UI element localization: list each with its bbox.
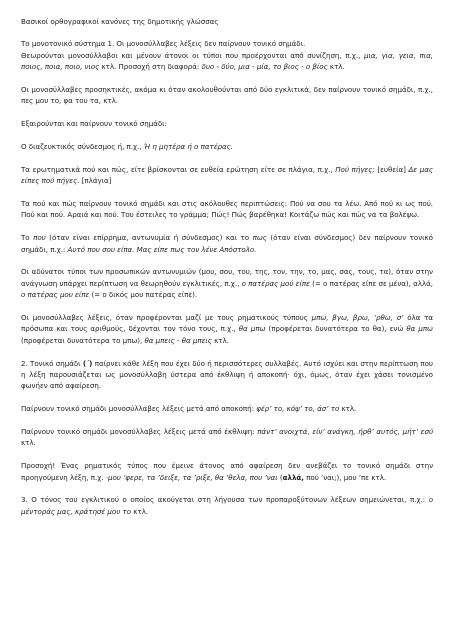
paragraph-text: (όταν είναι επίρρημα, αντωνυμία ή σύνδεσμος) και το	[45, 233, 253, 243]
paragraph-text: Προσοχή! Ένας ρηματικός τύπος που έμεινε άτονος από αφαίρεση δεν ανεβάζει το τονικό σημάδι στην προηγούμενη λέξη, π.χ.	[21, 461, 433, 482]
paragraph-text: όλα τα πρόσωπα και τους αριθμούς, δέχονται τον τόνο τους, π.χ.,	[21, 313, 433, 334]
paragraph-weak-pronouns	[21, 266, 433, 300]
accent-mark: (΄)	[82, 358, 93, 368]
paragraph-text: (προφέρεται δυνατότερα το θα), ενώ	[265, 324, 407, 334]
paragraph-monotonic-rule	[21, 38, 433, 72]
example-text: που	[33, 233, 46, 243]
paragraph-interrogatives	[21, 164, 433, 187]
example-text: θα μπω	[238, 324, 266, 334]
paragraph-text: Οι αδύνατοι τύποι των προσωπικών αντωνυμιών (μου, σου, του, της, τον, την, το, μας, σας, τους, τα), όταν στην ανάγνωση υπάρχει περίπτωση να θεωρηθούν εγκλιτικές, π.χ.,	[21, 267, 433, 288]
example-text: θα μπω	[406, 324, 433, 334]
paragraph-verbal-forms	[21, 312, 433, 346]
paragraph-text: (προφέρεται δυνατότερα το μπω),	[21, 335, 145, 345]
document-title: Βασικοί ορθογραφικοί κανόνες της δημοτικής γλώσσας	[21, 17, 219, 26]
emphasis-text: αλλά,	[282, 472, 304, 482]
paragraph-rule-three	[21, 494, 433, 517]
example-text: πάντ’ ανοιχτά, είν’ ανάγκη, ήρθ’ αυτός, μήτ’ εσύ	[257, 427, 434, 437]
paragraph-text: κτλ.	[21, 438, 36, 448]
example-text: Ή η μητέρα ή ο πατέρας.	[143, 142, 234, 152]
example-text: ο πατέρας μου είπε	[21, 290, 90, 300]
paragraph-text: (= ο δικός μου πατέρας είπε).	[89, 290, 198, 300]
example-text: Πού πήγες;	[335, 164, 375, 174]
example-text: πως	[252, 233, 267, 243]
paragraph-text: κτλ.	[211, 335, 229, 345]
paragraph-elision	[21, 426, 433, 449]
paragraph-text: (όταν είναι σύνδεσμος) δεν παίρνουν τονικό σημάδι, π.χ.:	[21, 233, 433, 254]
paragraph-text: [πλάγια]	[79, 176, 112, 186]
paragraph-rule-two	[21, 358, 433, 392]
paragraph-apocope	[21, 403, 433, 414]
paragraph-text: Το μονοτονικό σύστημα 1. Οι μονοσύλλαβες λέξεις δεν παίρνουν τονικό σημάδι.	[21, 39, 306, 49]
paragraph-exceptions-intro: Εξαιρούνται και παίρνουν τονικό σημάδι:	[21, 119, 167, 129]
paragraph-text: Παίρνουν τονικό σημάδι μονοσύλλαβες λέξεις μετά από αποκοπή:	[21, 404, 257, 414]
paragraph-text: Οι μονοσύλλαβες λέξεις, όταν προφέρονται μαζί με τους ρηματικούς τύπους	[21, 313, 312, 323]
example-text: ο μέντοράς μας, κράτησέ μου το	[21, 495, 433, 516]
example-text: μια, για, γεια, πια, ποιος, ποια, ποιο, νιος	[21, 50, 433, 72]
paragraph-text: κτλ. Προσοχή στη διαφορά:	[99, 62, 202, 72]
paragraph-text: κτλ.	[327, 62, 345, 72]
paragraph-text: Παίρνουν τονικό σημάδι μονοσύλλαβες λέξεις μετά από έκθλιψη:	[21, 427, 258, 437]
paragraph-text: (	[277, 472, 283, 482]
paragraph-text: Ο διαζευκτικός σύνδεσμος ή, π.χ.,	[21, 142, 144, 152]
example-text: θα μπεις - θα μπεις	[144, 335, 212, 345]
paragraph-unaccented-pou-pos	[21, 232, 433, 255]
example-text: μπω, βγω, βρω, ’ρθω, σ’	[311, 313, 404, 323]
paragraph-pou-pos-cases: Τα πού και πώς παίρνουν τονικό σημάδι και στις ακόλουθες περιπτώσεις: Πού να σου τα λέω. Από πού κι ως πού. Πού και πού. Αραιά και πού. Του έστειλες το γράμμα; Πώς! Πώς βαρέθηκα! Κοιτάζω πώς και πώς να τα βολέψω.	[21, 199, 433, 220]
example-text: φέρ’ το, κόψ’ το, άσ’ το	[256, 404, 340, 414]
example-text: Αυτό που σου είπα. Μας είπε πως τον λένε Απόστολο.	[67, 244, 257, 254]
paragraph-text: παίρνει κάθε λέξη που έχει δύο ή περισσότερες συλλαβές. Αυτό ισχύει και στην περίπτωση που η λέξη παρουσιάζεται ως μονοσύλλαβη ύστερα από έκθλιψη ή αποκοπή· όχι, όμως, όταν έχει χάσει τονισμένο φωνήεν από αφαίρεση.	[21, 358, 433, 391]
paragraph-text: κτλ.	[339, 404, 357, 414]
paragraph-text: κτλ.	[131, 506, 149, 516]
paragraph-text: πού ’ναι;), μου ’πε κτλ.	[303, 472, 387, 482]
paragraph-text: Το	[21, 233, 34, 243]
paragraph-text: 2. Τονικό σημάδι	[21, 358, 83, 368]
paragraph-disjunctive	[21, 141, 433, 152]
paragraph-text: Θεωρούνται μονοσύλλαβοι και μένουν άτονοι οι τύποι που προέρχονται από συνίζηση, π.χ.,	[21, 50, 365, 60]
example-text: ·μου ’φερε, τα ’δειξε, τα ’ριξε, θα ’θελα, που ’ναι	[105, 472, 278, 482]
example-text: Δε μας είπες πού πήγες.	[21, 164, 433, 186]
example-text: ο πατέρας μού είπε	[241, 278, 310, 288]
paragraph-text: 3. Ο τόνος του εγκλιτικού ο οποίος ακούγεται στη λήγουσα των προπαροξύτονων λέξεων σημειώνεται, π.χ.:	[21, 495, 429, 505]
paragraph-attention	[21, 460, 433, 483]
paragraph-proclitics: Οι μονοσύλλαβες προσηκτικές, ακόμα κι όταν ακολουθούνται από δύο εγκλιτικά, δεν παίρνουν τονικό σημάδι, π.χ., πες μου το, φα του τα, κτλ.	[21, 85, 433, 106]
paragraph-text: (= ο πατέρας είπε σε μένα), αλλά,	[309, 278, 433, 288]
paragraph-text: Τα ερωτηματικά πού και πώς, είτε βρίσκονται σε ευθεία ερώτηση είτε σε πλάγια, π.χ.,	[21, 164, 336, 174]
example-text: δυο - δύο, μια - μία, το βιος - ο βίος	[201, 62, 328, 72]
paragraph-text: [ευθεία]	[374, 164, 409, 174]
document-body	[21, 16, 433, 529]
